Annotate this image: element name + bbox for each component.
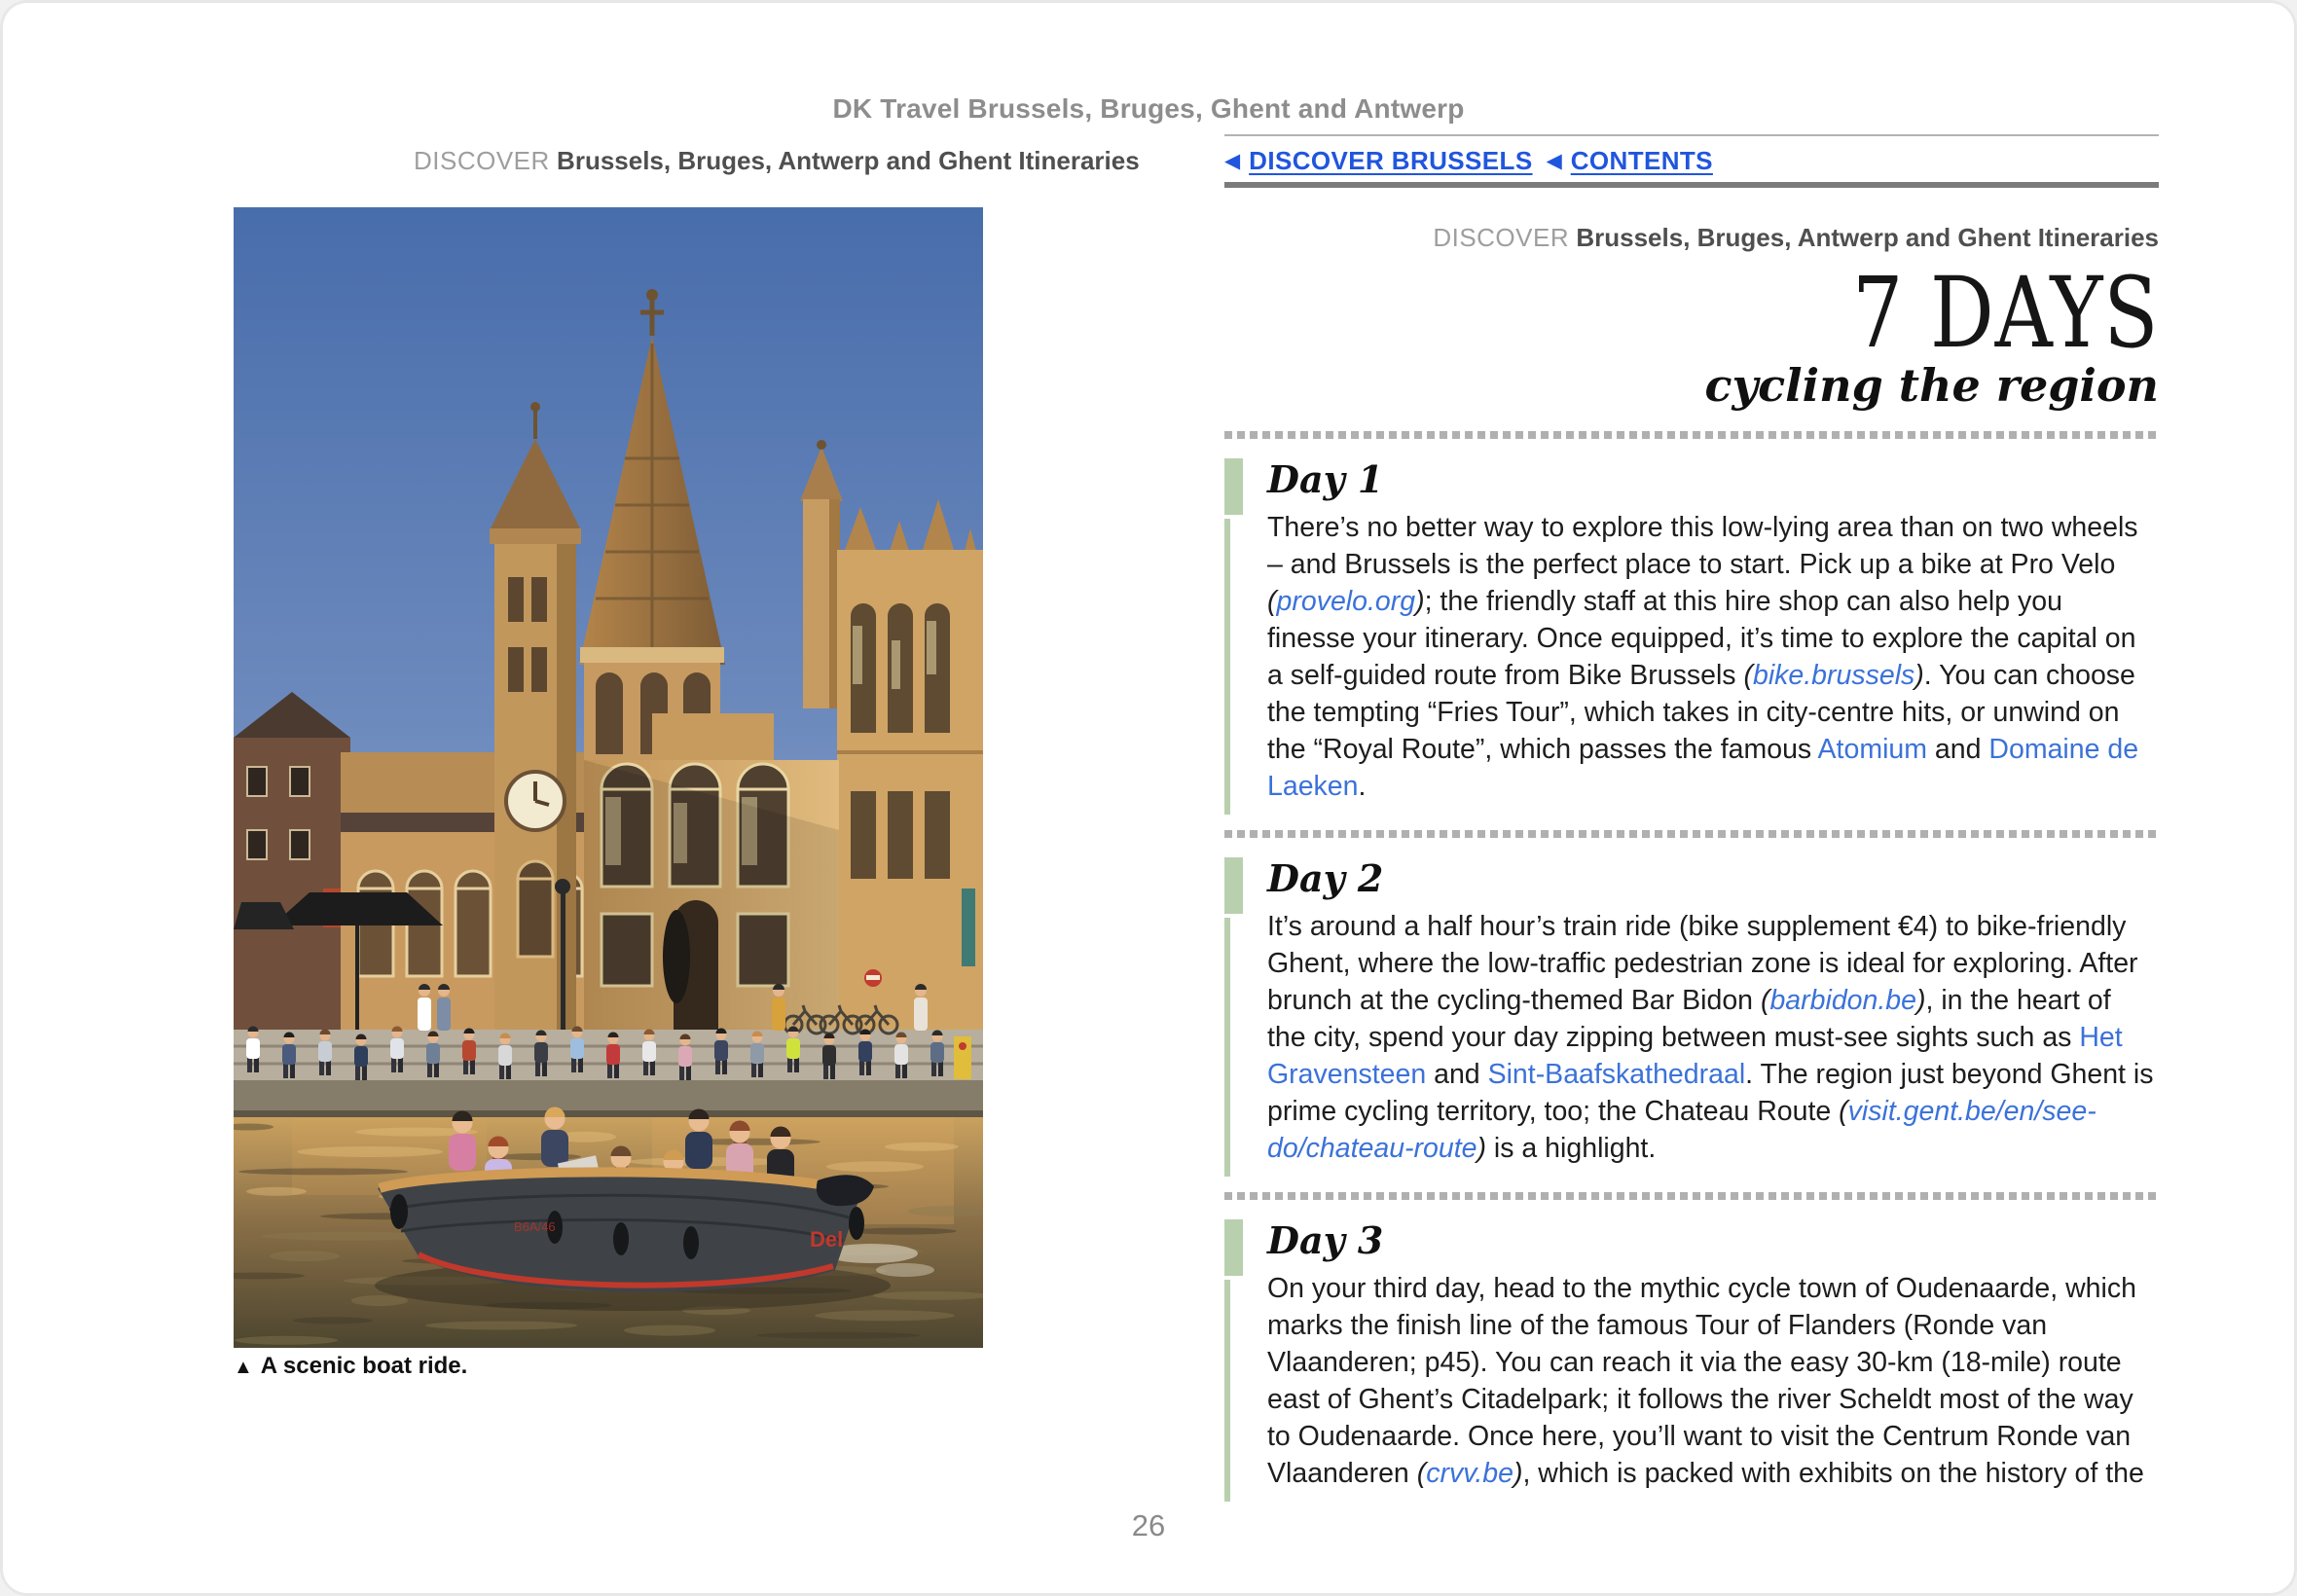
inline-link[interactable]: crvv.be xyxy=(1426,1458,1513,1489)
itinerary-subtitle: cycling the region xyxy=(1704,359,2159,412)
right-page-column xyxy=(1224,134,2159,1505)
section-rule xyxy=(1224,182,2159,188)
day-accent-rail xyxy=(1224,1280,1230,1502)
inline-link[interactable]: barbidon.be xyxy=(1769,985,1916,1016)
day-accent-tab xyxy=(1224,1219,1243,1276)
paragraph-text: ) xyxy=(1916,985,1926,1016)
paragraph-text: ) xyxy=(1477,1133,1486,1164)
paragraph-text: There’s no better way to explore this low-lying area than on two wheels – and Brussels is the perfect place to start. Pick up a bike at Pro Velo xyxy=(1267,512,2138,580)
day-1-section xyxy=(1224,454,2159,818)
back-triangle-icon: ◀ xyxy=(1224,149,1241,172)
scenic-boat-photo xyxy=(234,207,983,1348)
inline-link[interactable]: Het Gravensteen xyxy=(1267,1022,2123,1090)
nav-links-row xyxy=(1224,144,2159,177)
paragraph-text: is a highlight. xyxy=(1486,1133,1657,1164)
day-accent-tab xyxy=(1224,857,1243,914)
day-1-heading: Day 1 xyxy=(1267,457,1384,501)
photo-caption: ▲ A scenic boat ride. xyxy=(234,1353,468,1379)
nav-link-contents[interactable]: CONTENTS xyxy=(1570,145,1713,175)
paragraph-text: and xyxy=(1927,734,1989,765)
day-accent-rail xyxy=(1224,519,1230,815)
inline-link[interactable]: Atomium xyxy=(1817,734,1927,765)
paragraph-text: ( xyxy=(1743,660,1753,691)
day-2-section xyxy=(1224,853,2159,1180)
inline-link[interactable]: Sint-Baafskathedraal xyxy=(1487,1059,1746,1090)
paragraph-text: , in the heart of the city, spend your day zipping between must-see sights such as xyxy=(1267,985,2111,1053)
day-accent-tab xyxy=(1224,458,1243,515)
paragraph-text: and xyxy=(1426,1059,1488,1090)
paragraph-text: , which is packed with exhibits on the history of the xyxy=(1522,1458,2144,1489)
inline-link[interactable]: bike.brussels xyxy=(1752,660,1915,691)
day-3-section xyxy=(1224,1215,2159,1505)
section-header-title: Brussels, Bruges, Antwerp and Ghent Itineraries xyxy=(557,146,1140,175)
paragraph-text: ) xyxy=(1914,660,1924,691)
paragraph-text: . The region just beyond Ghent is prime cycling territory, too; the Chateau Route xyxy=(1267,1059,2154,1127)
nav-link-discover-brussels[interactable]: DISCOVER BRUSSELS xyxy=(1249,145,1533,175)
top-rule xyxy=(1224,134,2159,136)
nav-group-contents xyxy=(1547,146,1713,176)
dotted-separator xyxy=(1224,830,2159,838)
paragraph-text: ( xyxy=(1760,985,1770,1016)
paragraph-text: ) xyxy=(1415,586,1425,617)
left-section-header xyxy=(414,146,1140,176)
boat-hull-text: Del xyxy=(810,1227,844,1251)
caption-triangle-icon: ▲ xyxy=(234,1357,253,1378)
paragraph-text: It’s around a half hour’s train ride (bike supplement €4) to bike-friendly Ghent, where the low-traffic pedestrian zone is ideal for exploring. After brunch at the cycling-themed Bar Bidon xyxy=(1267,911,2138,1016)
paragraph-text: ( xyxy=(1267,586,1277,617)
photo-illustration xyxy=(234,207,983,1348)
paragraph-text: . You can choose the tempting “Fries Tour”, which takes in city-centre hits, or unwind on the “Royal Route”, which passes the famous xyxy=(1267,660,2135,765)
paragraph-text: . xyxy=(1358,771,1367,802)
paragraph-text: ( xyxy=(1839,1096,1848,1127)
day-3-paragraph xyxy=(1267,1270,2155,1492)
day-1-paragraph xyxy=(1267,509,2155,805)
page-number: 26 xyxy=(1131,1508,1166,1542)
section-header-prefix: DISCOVER xyxy=(414,146,550,175)
right-section-header xyxy=(1224,223,2159,253)
inline-link[interactable]: Domaine de Laeken xyxy=(1267,734,2139,802)
day-accent-rail xyxy=(1224,918,1230,1177)
paragraph-text: ( xyxy=(1416,1458,1427,1489)
dotted-separator xyxy=(1224,431,2159,439)
day-2-heading: Day 2 xyxy=(1267,856,1384,900)
book-title: DK Travel Brussels, Bruges, Ghent and Antwerp xyxy=(832,93,1465,124)
paragraph-text: On your third day, head to the mythic cycle town of Oudenaarde, which marks the finish line of the famous Tour of Flanders (Ronde van Vlaanderen; p45). You can reach it via the easy 30-km (18-mile) route east of Ghent’s Citadelpark; it follows the river Scheldt most of the way to Oudenaarde. Once here, you’ll want to visit the Centrum Ronde van Vlaanderen xyxy=(1267,1273,2136,1489)
day-2-paragraph xyxy=(1267,908,2155,1167)
paragraph-text: ; the friendly staff at this hire shop can also help you finesse your itinerary. Once equipped, it’s time to explore the capital on a self-guided route from Bike Brussels xyxy=(1267,586,2136,691)
paragraph-text: ) xyxy=(1513,1458,1523,1489)
inline-link[interactable]: visit.gent.be/en/see-do/chateau-route xyxy=(1267,1096,2096,1164)
itinerary-title: 7 DAYS xyxy=(1851,256,2159,370)
section-header-title: Brussels, Bruges, Antwerp and Ghent Itineraries xyxy=(1576,223,2159,252)
section-header-prefix: DISCOVER xyxy=(1433,223,1570,252)
svg-text:B6A/46: B6A/46 xyxy=(514,1219,556,1234)
back-triangle-icon: ◀ xyxy=(1546,149,1562,172)
day-3-heading: Day 3 xyxy=(1267,1218,1384,1262)
nav-group-discover-brussels xyxy=(1224,146,1533,176)
dotted-separator xyxy=(1224,1192,2159,1200)
inline-link[interactable]: provelo.org xyxy=(1276,586,1416,617)
